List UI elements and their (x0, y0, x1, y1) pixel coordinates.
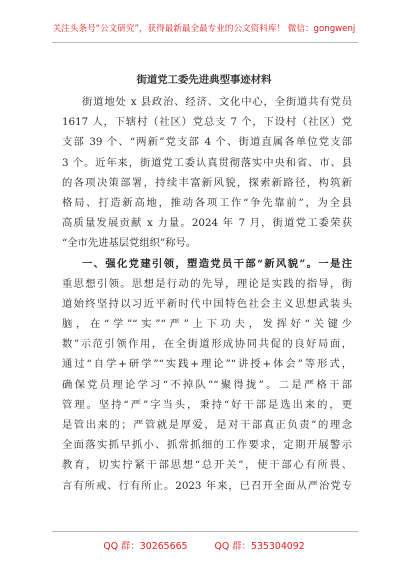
footer-qq-group-1: QQ 群：30265665 (103, 541, 188, 552)
footer-qq-group-2: QQ 群：535304092 (214, 541, 305, 552)
body-line: 重思想引领。思想是行动的先导，理论是实践的指导，街 (62, 277, 352, 290)
body-line: 数”示范引领作用，在全街道形成协同共促的良好局面， (62, 338, 352, 351)
body-line: 3 个。近年来，街道党工委认真贯彻落实中央和省、市、县 (62, 156, 352, 169)
body-line: 确保党员理论学习“不掉队”“聚得拢”。二是严格干部 (62, 378, 352, 391)
footer (0, 538, 408, 552)
body-line: 言有所戒、行有所止。2023 年来，已召开全面从严治党专 (62, 479, 352, 492)
body-line: 通过“自学+研学”“实践+理论”“讲授+体会”等形式， (62, 358, 352, 371)
section-heading: 一、强化党建引领，塑造党员干部“新风貌”。一是注 (82, 257, 352, 270)
body-line: 管理。坚持“严”字当头，秉持“好干部是选出来的，更 (62, 398, 352, 411)
body-line: 全面落实抓早抓小、抓常抓细的工作要求，定期开展警示 (62, 439, 352, 452)
body-line: 脑，在“学”“实”“严”上下功夫，发挥好“关键少 (62, 318, 352, 331)
body-line: 支部 39 个、“两新”党支部 4 个、街道直属各单位党支部 (62, 136, 352, 149)
header-divider (52, 42, 358, 43)
body-line: 1617 人，下辖村（社区）党总支 7 个，下设村（社区）党 (62, 116, 352, 129)
document-title: 街道党工委先进典型事迹材料 (136, 74, 272, 86)
body-line: 是管出来的；严管就是厚爱，是对干部真正负责”的理念 (62, 419, 352, 431)
body-line: 道始终坚持以习近平新时代中国特色社会主义思想武装头 (62, 297, 352, 310)
document-body (62, 92, 352, 496)
body-line: “全市先进基层党组织”称号。 (62, 237, 197, 250)
body-line: 高质量发展贡献 x 力量。2024 年 7 月，街道党工委荣获 (62, 217, 352, 230)
footer-divider (52, 531, 358, 532)
body-line: 的各项决策部署，持续丰富新风貌，探索新路径，构筑新 (62, 176, 352, 189)
body-line: 格局、打造新高地，推动各项工作“争先靠前”，为全县 (62, 196, 352, 209)
header-notice: 关注头条号“公文研究”，获得最新最全最专业的公文资料库！ 微信：gongwenj (52, 24, 356, 34)
section-heading-line (62, 254, 352, 274)
body-line: 教育，切实拧紧干部思想“总开关”，使干部心有所畏、 (62, 459, 352, 472)
body-line: 街道地处 x 县政治、经济、文化中心，全街道共有党员 (82, 96, 352, 108)
